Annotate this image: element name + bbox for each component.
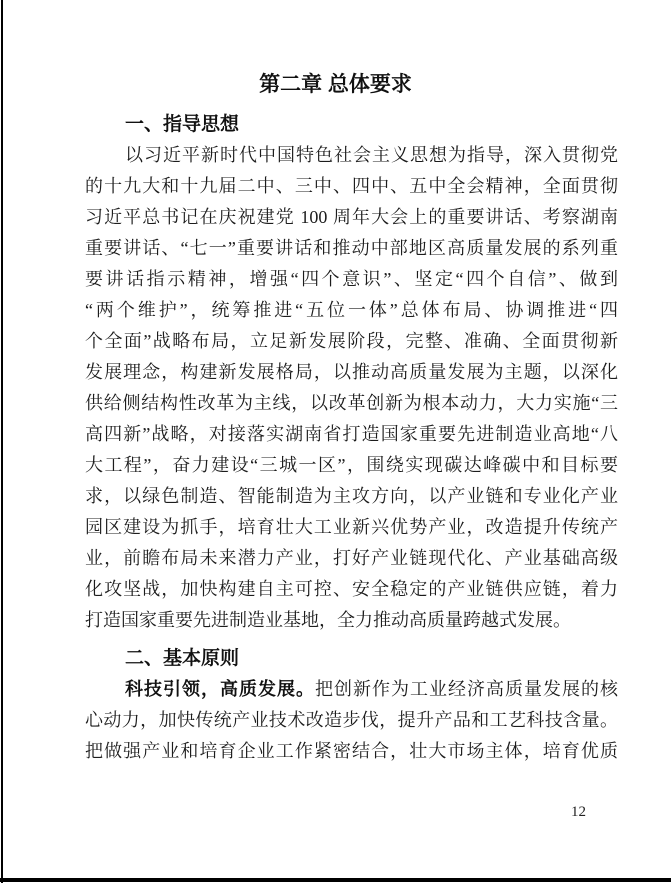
text-line: 业，前瞻布局未来潜力产业，打好产业链现代化、产业基础高级 <box>85 548 618 568</box>
text-line: 个全面”战略布局，立足新发展阶段，完整、准确、全面贯彻新 <box>85 331 618 351</box>
section-heading: 一、指导思想 <box>125 114 240 135</box>
text-line: 心动力，加快传统产业技术改造步伐，提升产品和工艺科技含量。 <box>85 710 618 730</box>
text-line: “两个维护”，统筹推进“五位一体”总体布局、协调推进“四 <box>85 300 618 320</box>
text-line: 的十九大和十九届二中、三中、四中、五中全会精神，全面贯彻 <box>85 176 618 196</box>
section-heading: 二、基本原则 <box>125 648 240 669</box>
page-bottom-edge-line <box>0 878 671 882</box>
text-line: 以习近平新时代中国特色社会主义思想为指导，深入贯彻党 <box>125 145 618 165</box>
text-line: 园区建设为抓手，培育壮大工业新兴优势产业，改造提升传统产 <box>85 517 618 537</box>
text-line: 化攻坚战，加快构建自主可控、安全稳定的产业链供应链，着力 <box>85 579 618 599</box>
text-line: 把做强产业和培育企业工作紧密结合，壮大市场主体，培育优质 <box>85 741 618 761</box>
text-line: 供给侧结构性改革为主线，以改革创新为根本动力，大力实施“三 <box>85 393 618 413</box>
chapter-title: 第二章 总体要求 <box>259 73 412 96</box>
text-line: 打造国家重要先进制造业基地，全力推动高质量跨越式发展。 <box>85 610 571 630</box>
text-line: 习近平总书记在庆祝建党 100 周年大会上的重要讲话、考察湖南 <box>85 207 618 227</box>
text-line: 科技引领，高质发展。把创新作为工业经济高质量发展的核 <box>125 679 618 699</box>
document-body <box>85 109 618 767</box>
bold-lead-phrase: 科技引领，高质发展。 <box>125 679 315 699</box>
text-line: 发展理念，构建新发展格局，以推动高质量发展为主题，以深化 <box>85 362 618 382</box>
text-line: 求，以绿色制造、智能制造为主攻方向，以产业链和专业化产业 <box>85 486 618 506</box>
page-left-edge-line <box>1 0 3 883</box>
text-line: 大工程”，奋力建设“三城一区”，围绕实现碳达峰碳中和目标要 <box>85 455 618 475</box>
page-number: 12 <box>571 804 586 820</box>
text-line: 高四新”战略，对接落实湖南省打造国家重要先进制造业高地“八 <box>85 424 618 444</box>
text-line: 重要讲话、“七一”重要讲话和推动中部地区高质量发展的系列重 <box>85 238 618 258</box>
text-line: 要讲话指示精神，增强“四个意识”、坚定“四个自信”、做到 <box>85 269 618 289</box>
